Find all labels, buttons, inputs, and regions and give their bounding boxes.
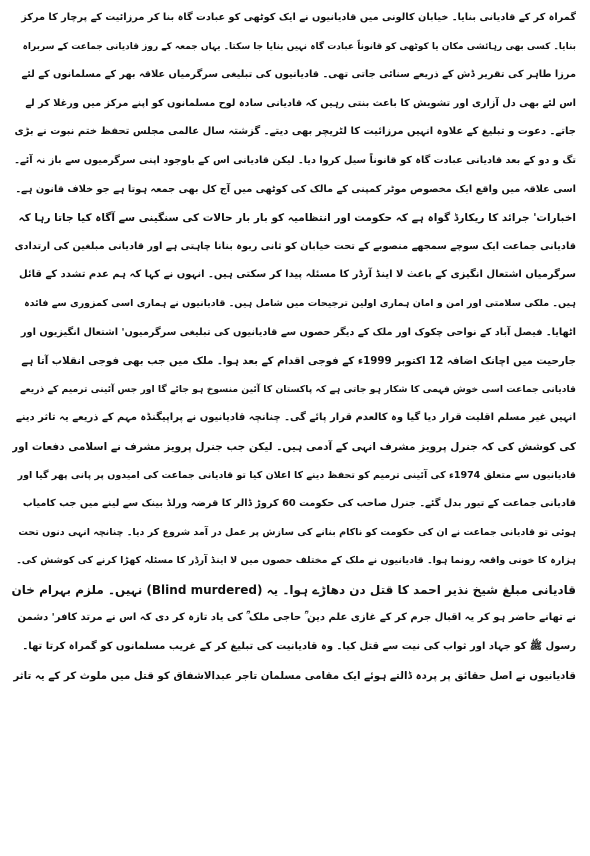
text-line-21: قادیانی مبلغ شیخ نذیر احمد کا قتل دن دھاڑے ہوا۔ یہ (Blind murdered) نہیں۔ ملزم بہرام خان (12, 582, 576, 597)
text-line-16: کی کوشش کی کہ جنرل پرویز مشرف انہی کے آدمی ہیں۔ لیکن جب جنرل پرویز مشرف نے اسلامی دفعات اور (12, 440, 576, 453)
text-line-9: قادیانی جماعت ایک سوچے سمجھے منصوبے کے تحت خیابان کو ثانی ربوہ بنانا چاہتی ہے اور قادیانی مبلغین کی ارتدادی (14, 240, 576, 252)
text-line-19: ہوئی تو قادیانی جماعت نے ان کی حکومت کو ناکام بنانے کی سازش پر عمل در آمد شروع کر دیا۔ چنانچہ انہی دنوں تحت (18, 526, 576, 538)
text-line-6: تگ و دو کے بعد قادیانی عبادت گاہ کو قانوناً سیل کروا دیا۔ لیکن قادیانی اس کے باوجود اپنی سرگرمیوں سے باز نہ آئے۔ (14, 154, 576, 166)
text-line-1: گمراہ کر کے قادیانی بنایا۔ خیابان کالونی میں قادیانیوں نے ایک کوٹھی کو عبادت گاہ بنا کر مرزائیت کے پرچار کا مرکز (21, 12, 576, 23)
text-line-3: مرزا طاہر کی تقریر ڈش کے ذریعے سنائی جاتی تھی۔ قادیانیوں کی تبلیغی سرگرمیاں علاقہ بھر کے مسلمانوں کے لئے (21, 69, 576, 81)
text-line-5: جاتے۔ دعوت و تبلیغ کے علاوہ انہیں مرزائیت کا لٹریچر بھی دیتے۔ گزشتہ سال عالمی مجلس تحفظ ختم نبوت نے بڑی (14, 126, 576, 138)
text-line-20: ہزارہ کا خونی واقعہ رونما ہوا۔ قادیانیوں نے ملک کے مختلف حصوں میں لا اینڈ آرڈر کا مسئلہ کھڑا کرنے کی کوشش کی۔ (16, 555, 576, 567)
text-line-2: بنایا۔ کسی بھی رہائشی مکان یا کوٹھی کو قانوناً عبادت گاہ نہیں بنایا جا سکتا۔ یہاں جمعہ کے روز قادیانی جماعت کے سربراہ (22, 41, 576, 52)
text-line-14: قادیانی جماعت اسی خوش فہمی کا شکار ہو جاتی ہے کہ پاکستان کا آئین منسوخ ہو جائے گا اور جس آئینی ترمیم کے ذریعے (20, 383, 576, 395)
text-line-23: رسول ﷺ کو جہاد اور ثواب کی نیت سے قتل کیا۔ وہ قادیانیت کی تبلیغ کر کے غریب مسلمانوں کو گمراہ کرتا تھا۔ (22, 641, 576, 653)
text-line-8: اخبارات' جرائد کا ریکارڈ گواہ ہے کہ حکومت اور انتظامیہ کو بار بار حالات کی سنگینی سے آگاہ کیا جاتا رہا کہ (18, 212, 576, 225)
text-line-7: اسی علاقہ میں واقع ایک مخصوص موٹر کمپنی کے مالک کی کوٹھی میں آج کل بھی جمعہ ہوتا ہے جو خلاف قانون ہے۔ (15, 183, 576, 195)
text-line-13: جارحیت میں اچانک اضافہ 12 اکتوبر 1999ء کے فوجی اقدام کے بعد ہوا۔ ملک میں جب بھی فوجی انقلاب آتا ہے (21, 355, 576, 368)
text-line-15: انہیں غیر مسلم اقلیت قرار دیا گیا وہ کالعدم قرار پائے گی۔ چنانچہ قادیانیوں نے پراپیگنڈہ مہم کے ذریعے یہ تاثر دینے (15, 412, 576, 424)
text-line-12: اٹھایا۔ فیصل آباد کے نواحی چکوک اور ملک کے دیگر حصوں سے قادیانیوں کی تبلیغی سرگرمیوں' اشتعال انگیزیوں اور (20, 326, 576, 338)
text-line-11: ہیں۔ ملکی سلامتی اور امن و امان ہماری اولین ترجیحات میں شامل ہیں۔ قادیانیوں نے ہماری اسی کمزوری سے فائدہ (24, 297, 576, 309)
text-line-18: قادیانی جماعت کے تیور بدل گئے۔ جنرل صاحب کی حکومت 60 کروڑ ڈالر کا قرضہ ورلڈ بینک سے لینے میں جب کامیاب (22, 498, 576, 510)
text-line-4: اس لئے بھی دل آزاری اور تشویش کا باعث بنتی رہیں کہ قادیانی سادہ لوح مسلمانوں کو اپنے مرکز میں ورغلا کر لے (25, 97, 576, 109)
text-line-22: نے تھانے حاضر ہو کر یہ اقبال جرم کر کے غازی علم دین ؒ حاجی ملک ؒ کی یاد تازہ کر دی کہ اس نے مرتد کافر' دشمن (17, 612, 576, 624)
text-line-10: سرگرمیاں اشتعال انگیزی کے باعث لا اینڈ آرڈر کا مسئلہ پیدا کر سکتی ہیں۔ انہوں نے کہا کہ ہم عدم تشدد کے قائل (18, 269, 576, 281)
text-line-17: قادیانیوں سے متعلق 1974ء کی آئینی ترمیم کو تحفظ دینے کا اعلان کیا تو قادیانی جماعت کی امیدوں پر پانی پھر گیا اور (17, 469, 576, 481)
text-line-24: قادیانیوں نے اصل حقائق پر پردہ ڈالتے ہوئے ایک مقامی مسلمان تاجر عبدالاشفاق کو قتل میں ملوث کر کے یہ تاثر (13, 669, 576, 682)
